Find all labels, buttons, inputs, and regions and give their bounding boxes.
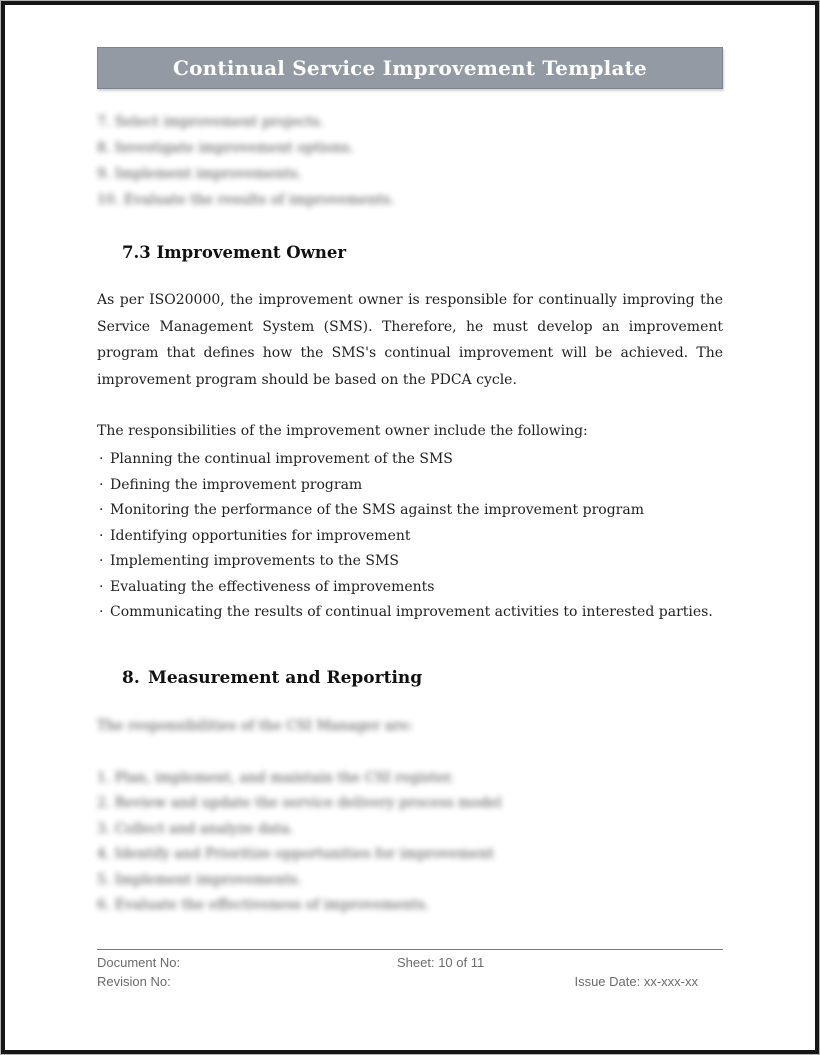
issue-date: Issue Date: xx-xxx-xx xyxy=(574,974,698,989)
bullet-marker: · xyxy=(99,476,104,493)
list-item-text: Implementing improvements to the SMS xyxy=(110,553,399,569)
document-no-label: Document No: xyxy=(97,955,181,970)
list-item xyxy=(97,600,723,626)
title-banner xyxy=(97,47,723,89)
blurred-line: 7. Select improvement projects. xyxy=(97,114,324,130)
bullet-marker: · xyxy=(99,451,104,467)
improvement-owner-paragraph: As per ISO20000, the improvement owner is responsible for continually improving the Service Management System (SMS). Therefore, he must develop an improvement program that defines how the SMS's continual improvement will be achieved. The improvement program should be based on the PDCA cycle. xyxy=(97,292,723,388)
blurred-line: 8. Investigate improvement options. xyxy=(97,140,354,156)
page-footer xyxy=(97,949,723,993)
list-item xyxy=(97,575,723,601)
responsibilities-bullet-list xyxy=(97,447,723,626)
bullet-marker: · xyxy=(99,553,104,569)
list-item-text: Planning the continual improvement of the SMS xyxy=(110,451,453,467)
bullet-marker: · xyxy=(99,578,104,595)
bullet-marker: · xyxy=(99,604,104,620)
list-item xyxy=(97,447,723,473)
blurred-line: 1. Plan, implement, and maintain the CSI register. xyxy=(97,769,455,786)
list-item-text: Communicating the results of continual improvement activities to interested parties. xyxy=(110,604,713,620)
blurred-csi-manager-intro: The responsibilities of the CSI Manager are: xyxy=(97,717,413,734)
document-content xyxy=(97,47,723,919)
blurred-line: 3. Collect and analyze data. xyxy=(97,820,294,837)
blurred-line: 5. Implement improvements. xyxy=(97,871,302,888)
blurred-line: 4. Identify and Prioritize opportunities for improvement xyxy=(97,846,495,862)
blurred-numbered-list-top xyxy=(97,109,723,213)
list-item-text: Evaluating the effectiveness of improvements xyxy=(110,578,435,595)
footer-row-1 xyxy=(97,955,723,974)
blurred-numbered-list-csi xyxy=(97,766,723,919)
list-item-text: Identifying opportunities for improvement xyxy=(110,527,411,544)
heading-number: 8. xyxy=(122,667,140,688)
list-item xyxy=(97,473,723,499)
blurred-line: 9. Implement improvements. xyxy=(97,166,302,182)
footer-divider xyxy=(97,949,723,950)
heading-7-3-improvement-owner: 7.3 Improvement Owner xyxy=(122,243,347,262)
footer-row-2 xyxy=(97,974,723,993)
list-item xyxy=(97,498,723,524)
blurred-line: 2. Review and update the service delivery process model xyxy=(97,795,502,811)
blurred-line: 6. Evaluate the effectiveness of improvements. xyxy=(97,897,430,913)
blurred-line: 10. Evaluate the results of improvements. xyxy=(97,192,395,208)
heading-label: Measurement and Reporting xyxy=(148,667,423,688)
list-item-text: Defining the improvement program xyxy=(110,476,363,493)
list-item xyxy=(97,524,723,550)
revision-no-label: Revision No: xyxy=(97,974,171,989)
list-item xyxy=(97,549,723,575)
bullet-marker: · xyxy=(99,502,104,518)
sheet-number: Sheet: 10 of 11 xyxy=(397,955,485,970)
bullet-marker: · xyxy=(99,527,104,544)
responsibilities-intro: The responsibilities of the improvement owner include the following: xyxy=(97,423,588,439)
page-title: Continual Service Improvement Template xyxy=(173,56,647,80)
heading-8-measurement-and-reporting xyxy=(122,668,723,688)
list-item-text: Monitoring the performance of the SMS against the improvement program xyxy=(110,502,644,518)
